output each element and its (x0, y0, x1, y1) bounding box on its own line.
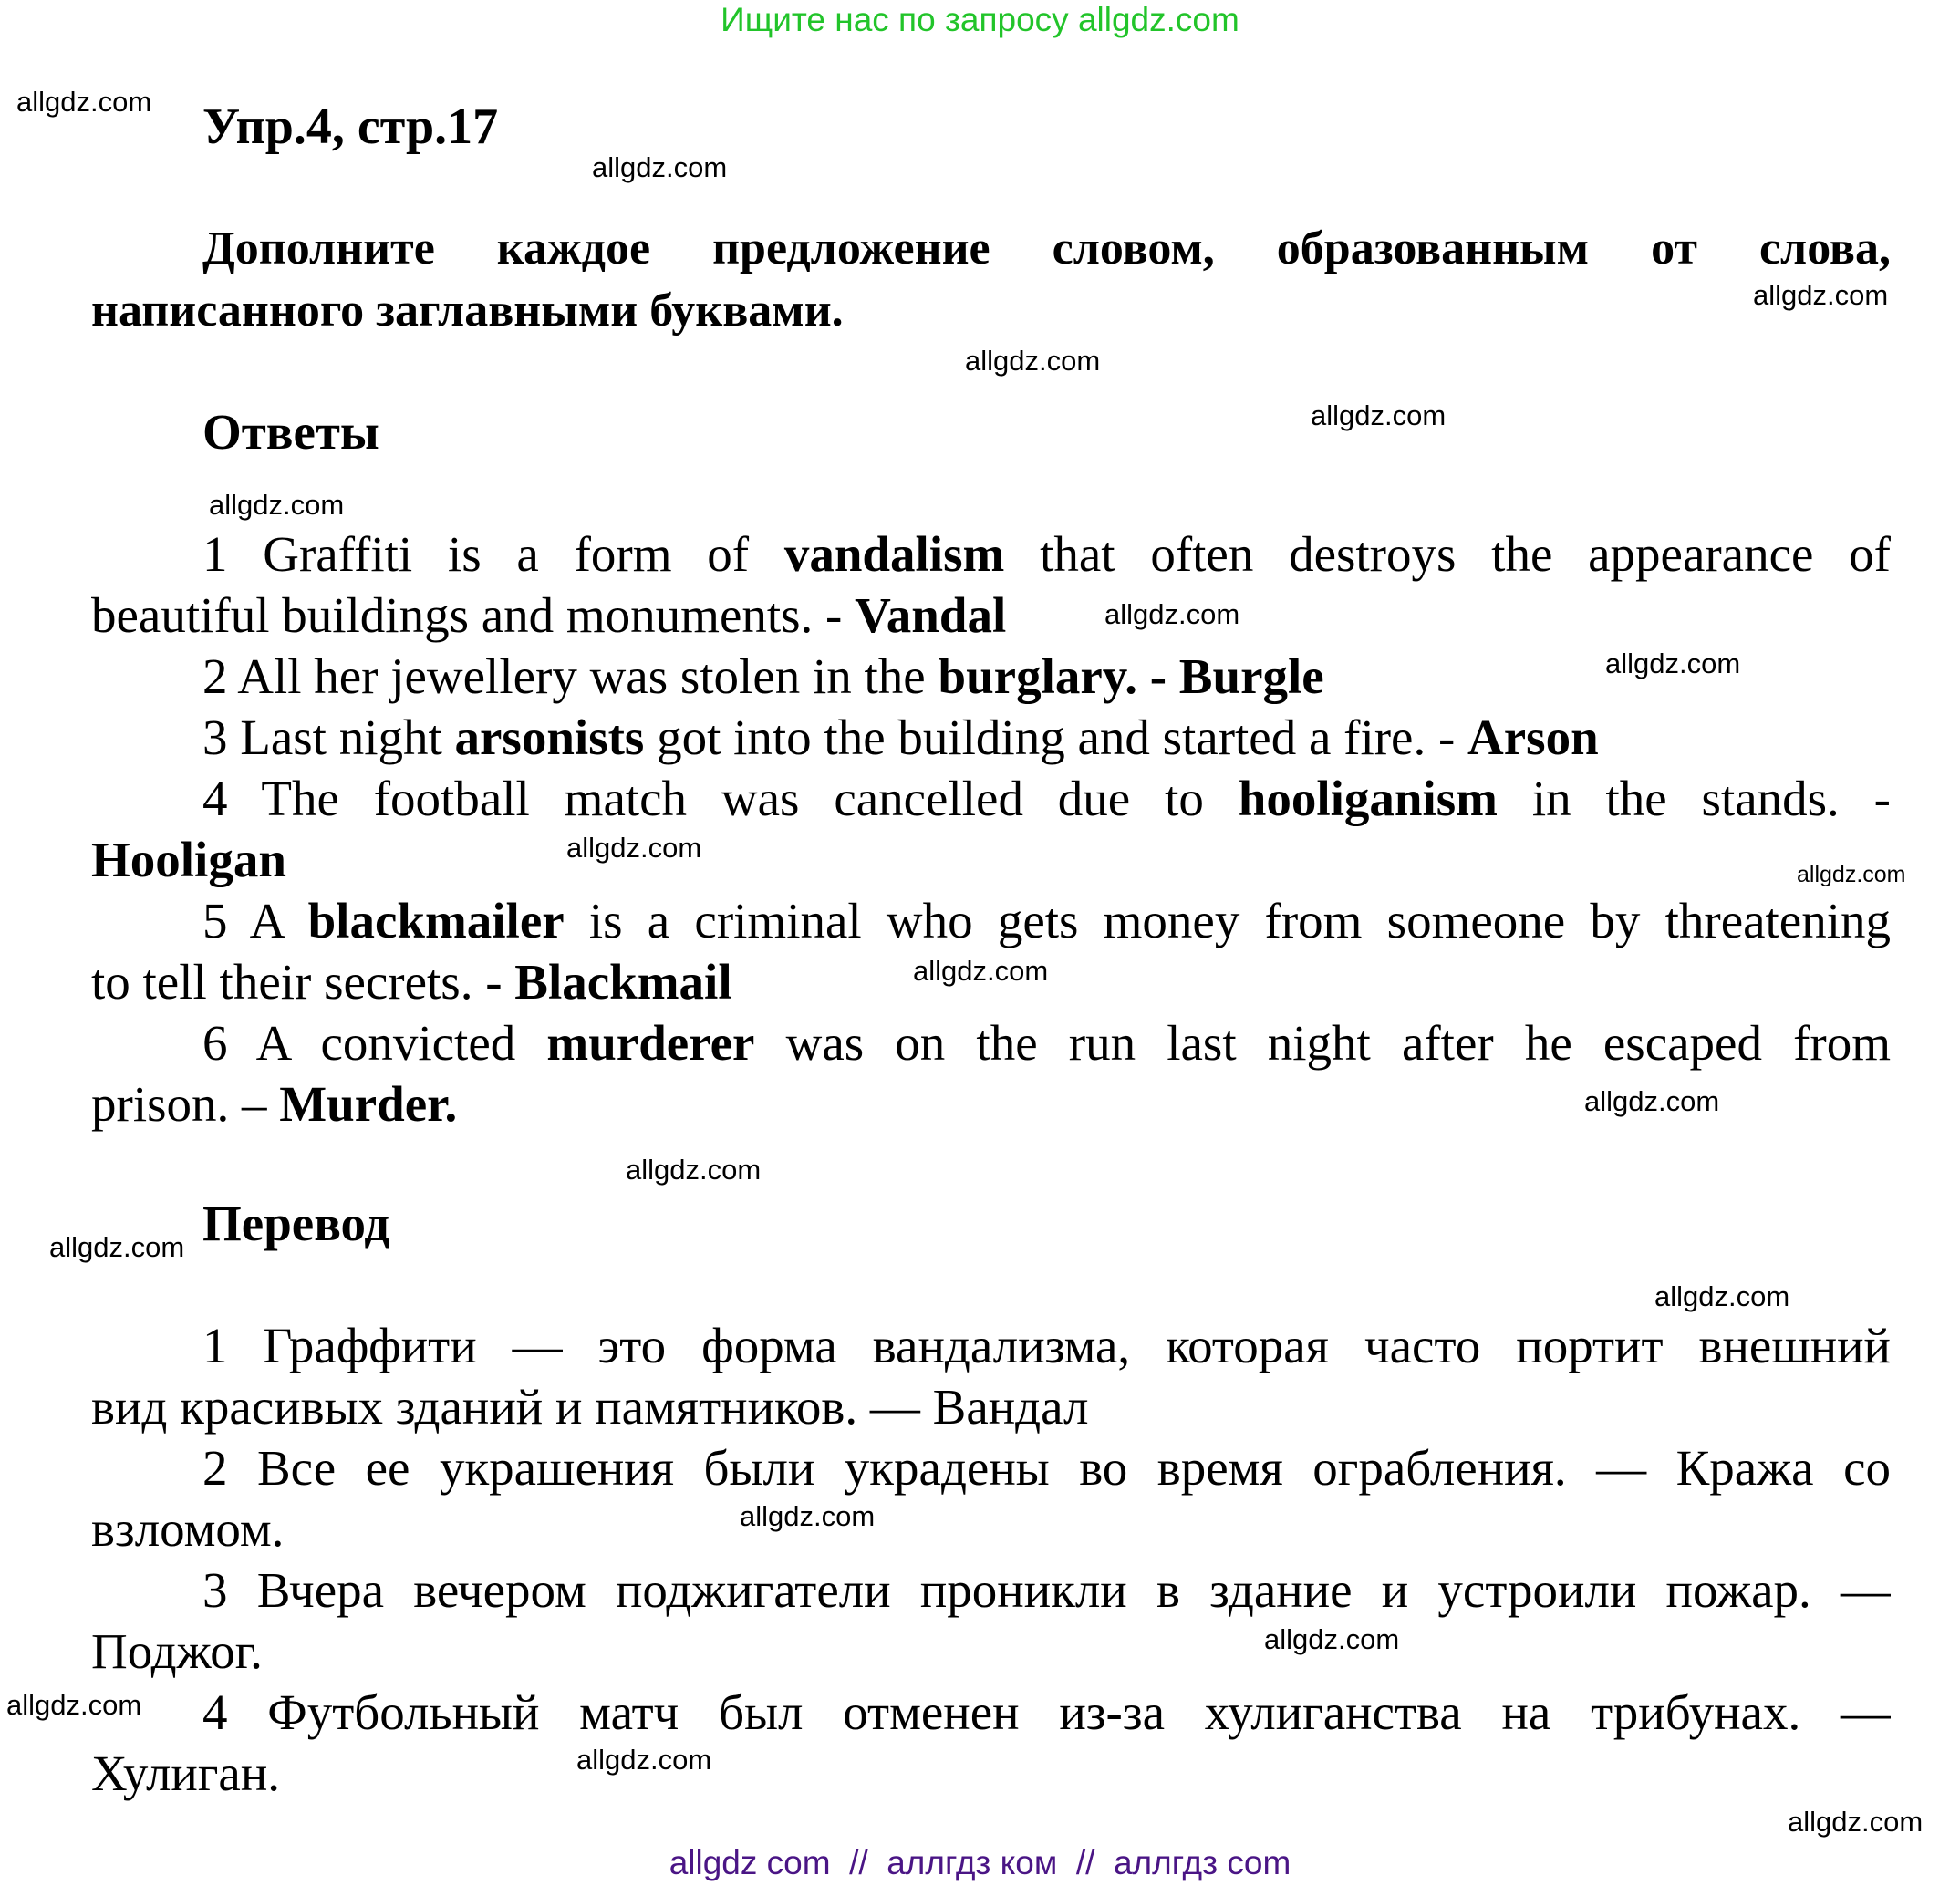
watermark: allgdz.com (1788, 1806, 1924, 1838)
line-text: 3 Last night (202, 710, 455, 765)
watermark: allgdz.com (49, 1231, 185, 1263)
line-text: Хулиган. (91, 1746, 281, 1801)
line-text: was on the run last night after he escaped from (754, 1015, 1891, 1071)
watermark: allgdz.com (6, 1689, 142, 1721)
footer-links[interactable]: allgdz com // аллгдз ком // аллгдз com (669, 1844, 1291, 1881)
translation-list (91, 1315, 1891, 1804)
watermark: allgdz.com (1311, 399, 1447, 431)
line-text: in the stands. - (1497, 771, 1891, 826)
line-text: 4 Футбольный матч был отменен из-за хулиганства на трибунах. — (202, 1684, 1891, 1740)
line-text: that often destroys the appearance of (1004, 526, 1891, 582)
line-text: 2 Все ее украшения были украдены во время ограбления. — Кража со (202, 1440, 1891, 1496)
watermark: allgdz.com (1654, 1280, 1790, 1312)
answer-line (91, 768, 1891, 829)
line-text: 6 A convicted (202, 1015, 547, 1071)
translation-line (91, 1682, 1891, 1743)
translation-line (91, 1743, 1891, 1804)
answer-word: vandalism (783, 526, 1005, 582)
translation-line (91, 1376, 1891, 1437)
translation-line (91, 1437, 1891, 1498)
watermark: allgdz.com (566, 832, 702, 864)
answer-word: Blackmail (514, 954, 732, 1010)
watermark: allgdz.com (16, 86, 152, 118)
answers-heading: Ответы (202, 404, 379, 460)
translation-line (91, 1315, 1891, 1376)
watermark: allgdz.com (913, 955, 1049, 987)
line-text: beautiful buildings and monuments. - (91, 587, 856, 643)
answer-line (91, 707, 1891, 768)
watermark: allgdz.com (1605, 648, 1741, 679)
watermark: allgdz.com (1753, 279, 1889, 311)
top-banner-link[interactable]: Ищите нас по запросу allgdz.com (721, 1, 1239, 38)
line-text: 4 The football match was cancelled due to (202, 771, 1239, 826)
answers-list (91, 523, 1891, 1134)
answer-line (91, 1012, 1891, 1073)
answer-word: Vandal (855, 587, 1007, 643)
line-text: 2 All her jewellery was stolen in the (202, 648, 939, 704)
answer-line (91, 829, 1891, 890)
line-text: 1 Граффити — это форма вандализма, которая часто портит внешний (202, 1318, 1891, 1373)
line-text: 1 Graffiti is a form of (202, 526, 784, 582)
translation-line (91, 1621, 1891, 1682)
answer-word: Hooligan (91, 832, 286, 887)
watermark: allgdz.com (1797, 862, 1906, 887)
translation-line (91, 1498, 1891, 1559)
line-text: вид красивых зданий и памятников. — Вандал (91, 1379, 1089, 1435)
answer-word: arsonists (454, 710, 645, 765)
watermark: allgdz.com (1584, 1085, 1720, 1117)
watermark: allgdz.com (1264, 1623, 1400, 1655)
answer-word: murderer (546, 1015, 755, 1071)
instruction-line: написанного заглавными буквами. (91, 285, 844, 337)
watermark: allgdz.com (576, 1744, 712, 1776)
answer-line (91, 890, 1891, 951)
line-text: 3 Вчера вечером поджигатели проникли в здание и устроили пожар. — (202, 1562, 1891, 1618)
watermark: allgdz.com (1104, 598, 1240, 630)
line-text: got into the building and started a fire. - (644, 710, 1468, 765)
page-title: Упр.4, стр.17 (202, 98, 499, 155)
line-text: 5 A (202, 893, 308, 948)
watermark: allgdz.com (740, 1500, 876, 1532)
watermark: allgdz.com (592, 151, 728, 183)
answer-word: hooliganism (1238, 771, 1498, 826)
answer-line (91, 523, 1891, 585)
line-text: взломом. (91, 1501, 285, 1557)
watermark: allgdz.com (626, 1154, 762, 1186)
answer-word: Arson (1467, 710, 1599, 765)
line-text: to tell their secrets. - (91, 954, 515, 1010)
instruction-line: Дополните каждое предложение словом, образованным от слова, (202, 223, 1891, 275)
answer-word: Murder. (279, 1076, 458, 1132)
exercise-instruction (91, 218, 1891, 342)
watermark: allgdz.com (209, 489, 345, 521)
line-text: Поджог. (91, 1623, 263, 1679)
line-text: is a criminal who gets money from someone by threatening (564, 893, 1891, 948)
answer-line (91, 585, 1891, 646)
watermark: allgdz.com (965, 345, 1101, 377)
answer-word: burglary. - Burgle (938, 648, 1324, 704)
translation-line (91, 1559, 1891, 1621)
answer-word: blackmailer (307, 893, 565, 948)
translation-heading: Перевод (202, 1196, 390, 1251)
line-text: prison. – (91, 1076, 280, 1132)
